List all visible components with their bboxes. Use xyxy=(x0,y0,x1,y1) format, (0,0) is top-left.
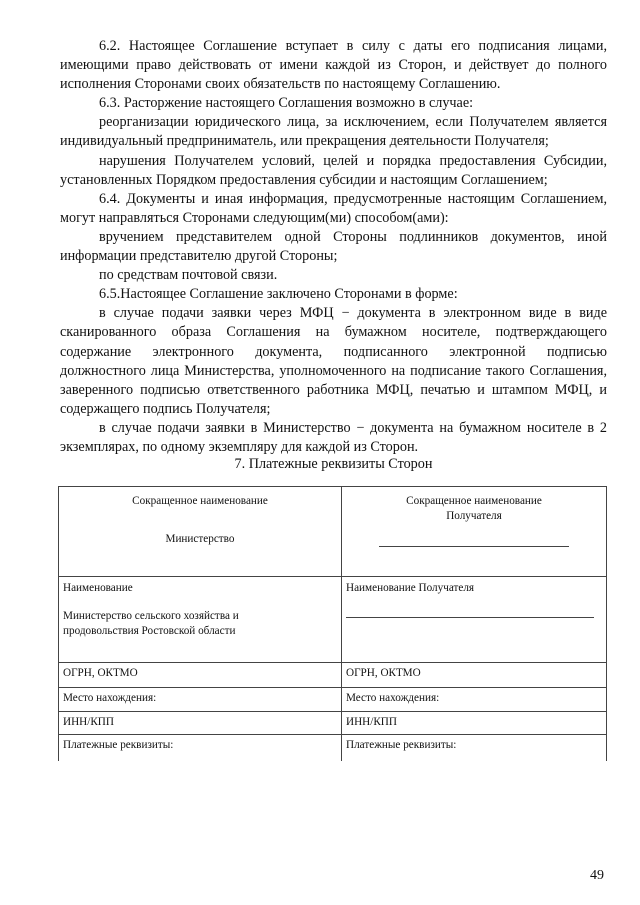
recipient-ogrn-cell xyxy=(342,663,607,688)
ministry-name-line1: Министерство сельского хозяйства и xyxy=(63,610,239,622)
section-title: 7. Платежные реквизиты Сторон xyxy=(234,456,433,472)
paragraph-6-3: 6.3. Расторжение настоящего Соглашения возможно в случае: xyxy=(99,95,474,112)
recipient-name-cell xyxy=(342,577,607,663)
recipient-inn-label: ИНН/КПП xyxy=(346,716,397,728)
recipient-payment-label: Платежные реквизиты: xyxy=(346,739,457,751)
recipient-short-name-cell xyxy=(342,487,607,577)
ministry-inn-cell xyxy=(59,712,342,735)
table-row-location xyxy=(59,688,607,712)
paragraph-6-2: 6.2. Настоящее Соглашение вступает в силу с даты его подписания лицами, имеющими право действовать от имени каждой из Сторон, и действует до полного исполнения Сторонами своих обязательств по настоящему Соглашению. xyxy=(60,38,607,93)
ministry-ogrn-label: ОГРН, ОКТМО xyxy=(63,667,138,679)
table-row-name xyxy=(59,577,607,663)
agreement-text xyxy=(60,37,607,457)
ministry-name-line2: продовольствия Ростовской области xyxy=(63,625,236,637)
recipient-location-label: Место нахождения: xyxy=(346,692,440,704)
paragraph-6-4: 6.4. Документы и иная информация, предусмотренные настоящим Соглашением, могут направляться Сторонами следующим(ми) способом(ами): xyxy=(60,190,607,226)
ministry-location-cell xyxy=(59,688,342,712)
table-row-ogrn xyxy=(59,663,607,688)
table-row-inn xyxy=(59,712,607,735)
ministry-short-name-cell xyxy=(59,487,342,577)
paragraph-delivery-post: по средствам почтовой связи. xyxy=(99,267,278,284)
paragraph-reorganization: реорганизации юридического лица, за исключением, если Получателем является индивидуальный предприниматель, или прекращения деятельности Получателя; xyxy=(60,114,607,150)
recipient-short-name-blank-line xyxy=(379,546,569,547)
table-row-payment xyxy=(59,735,607,761)
paragraph-ministry-form: в случае подачи заявки в Министерство − документа на бумажном носителе в 2 экземплярах, по одному экземпляру для каждой из Сторон. xyxy=(60,419,607,455)
recipient-name-blank-line xyxy=(346,617,594,618)
ministry-ogrn-cell xyxy=(59,663,342,688)
recipient-ogrn-label: ОГРН, ОКТМО xyxy=(346,667,421,679)
ministry-name-label: Наименование xyxy=(63,582,133,594)
paragraph-violation: нарушения Получателем условий, целей и порядка предоставления Субсидии, установленных Порядком предоставления субсидии и настоящим Соглашением; xyxy=(60,152,607,188)
recipient-short-name-label-line2: Получателя xyxy=(446,510,502,522)
table-row-short-name xyxy=(59,487,607,577)
recipient-location-cell xyxy=(342,688,607,712)
paragraph-mfc-form: в случае подачи заявки через МФЦ − документа в электронном виде в виде сканированного образа Соглашения на бумажном носителе, подтверждающего содержание электронного документа, подписанного электронной подписью должностного лица Министерства, уполномоченного на подписание такого Соглашения, заверенного подписью ответственного работника МФЦ, печатью и штампом МФЦ, и содержащего подпись Получателя; xyxy=(60,305,607,417)
paragraph-delivery-in-person: вручением представителем одной Стороны подлинников документов, иной информации представителю другой Стороны; xyxy=(60,228,607,265)
ministry-location-label: Место нахождения: xyxy=(63,692,157,704)
recipient-name-label: Наименование Получателя xyxy=(346,582,475,594)
recipient-inn-cell xyxy=(342,712,607,735)
page-number: 49 xyxy=(590,868,604,883)
recipient-short-name-label-line1: Сокращенное наименование xyxy=(406,495,542,507)
recipient-payment-cell xyxy=(342,735,607,761)
paragraph-6-5: 6.5.Настоящее Соглашение заключено Сторонами в форме: xyxy=(99,286,458,303)
ministry-payment-cell xyxy=(59,735,342,761)
ministry-short-name-value: Министерство xyxy=(165,533,235,545)
ministry-name-cell xyxy=(59,577,342,663)
payment-details-table xyxy=(58,486,607,761)
ministry-inn-label: ИНН/КПП xyxy=(63,716,114,728)
ministry-short-name-label: Сокращенное наименование xyxy=(132,495,268,507)
ministry-payment-label: Платежные реквизиты: xyxy=(63,739,174,751)
